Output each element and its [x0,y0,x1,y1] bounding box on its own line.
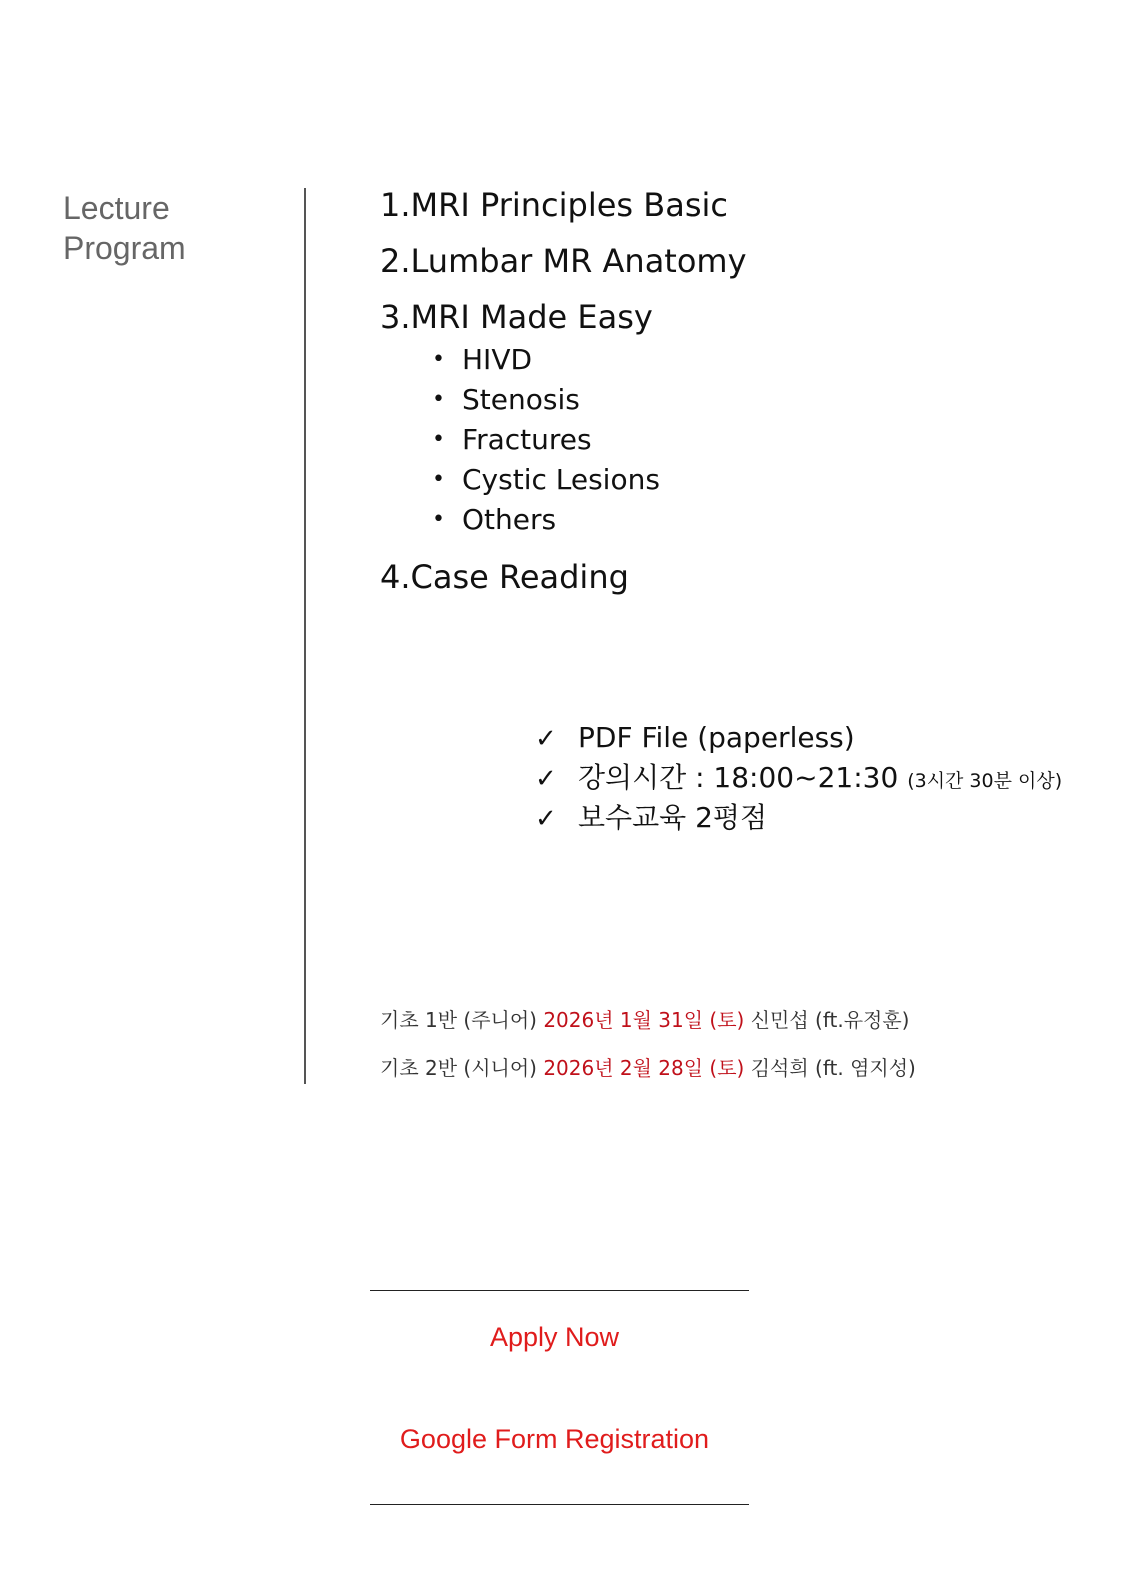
program-item-1: 1.MRI Principles Basic [380,186,728,224]
schedule-date: 2026년 2월 28일 (토) [543,1056,745,1080]
sublist-item-label: Stenosis [462,383,580,416]
check-icon: ✓ [535,764,557,794]
program-sublist [380,340,1080,540]
list-item [432,420,1080,460]
cta-divider-bottom [370,1504,749,1505]
program-item-2: 2.Lumbar MR Anatomy [380,242,747,280]
sublist-item-label: Cystic Lesions [462,463,660,496]
schedule-class: 기초 2반 (시니어) [380,1056,537,1080]
list-item [432,340,1080,380]
bullet-icon: • [432,427,445,452]
program-item-3: 3.MRI Made Easy [380,298,653,336]
program-list [380,186,1080,596]
schedule-class: 기초 1반 (주니어) [380,1008,537,1032]
bullet-icon: • [432,507,445,532]
check-label: PDF File (paperless) [578,721,855,754]
cta-divider-top [370,1290,749,1291]
check-label: 보수교육 2평점 [578,801,768,834]
check-note: (3시간 30분 이상) [907,770,1063,792]
bullet-icon: • [432,347,445,372]
vertical-divider [304,188,306,1084]
schedule-instructor: 김석희 (ft. 염지성) [750,1056,916,1080]
section-label-line2: Program [63,230,186,266]
list-item [432,460,1080,500]
schedule [380,1004,1100,1100]
schedule-instructor: 신민섭 (ft.유정훈) [750,1008,910,1032]
schedule-row-2 [380,1052,1100,1084]
check-icon: ✓ [535,724,557,754]
check-label: 강의시간 : 18:00~21:30 [578,761,899,794]
sublist-item-label: Others [462,503,557,536]
checklist [535,718,1095,838]
check-icon: ✓ [535,804,557,834]
sublist-item-label: Fractures [462,423,592,456]
list-item [432,500,1080,540]
schedule-date: 2026년 1월 31일 (토) [543,1008,745,1032]
apply-now-link[interactable]: Apply Now [489,1322,620,1352]
bullet-icon: • [432,387,445,412]
program-item-4: 4.Case Reading [380,558,629,596]
check-row-pdf [535,718,1095,758]
check-row-time [535,758,1095,798]
google-form-registration-link[interactable]: Google Form Registration [399,1424,710,1454]
section-label-line1: Lecture [63,190,170,226]
sublist-item-label: HIVD [462,343,533,376]
list-item [432,380,1080,420]
section-label [63,188,263,268]
check-row-credits [535,798,1095,838]
schedule-row-1 [380,1004,1100,1036]
bullet-icon: • [432,467,445,492]
